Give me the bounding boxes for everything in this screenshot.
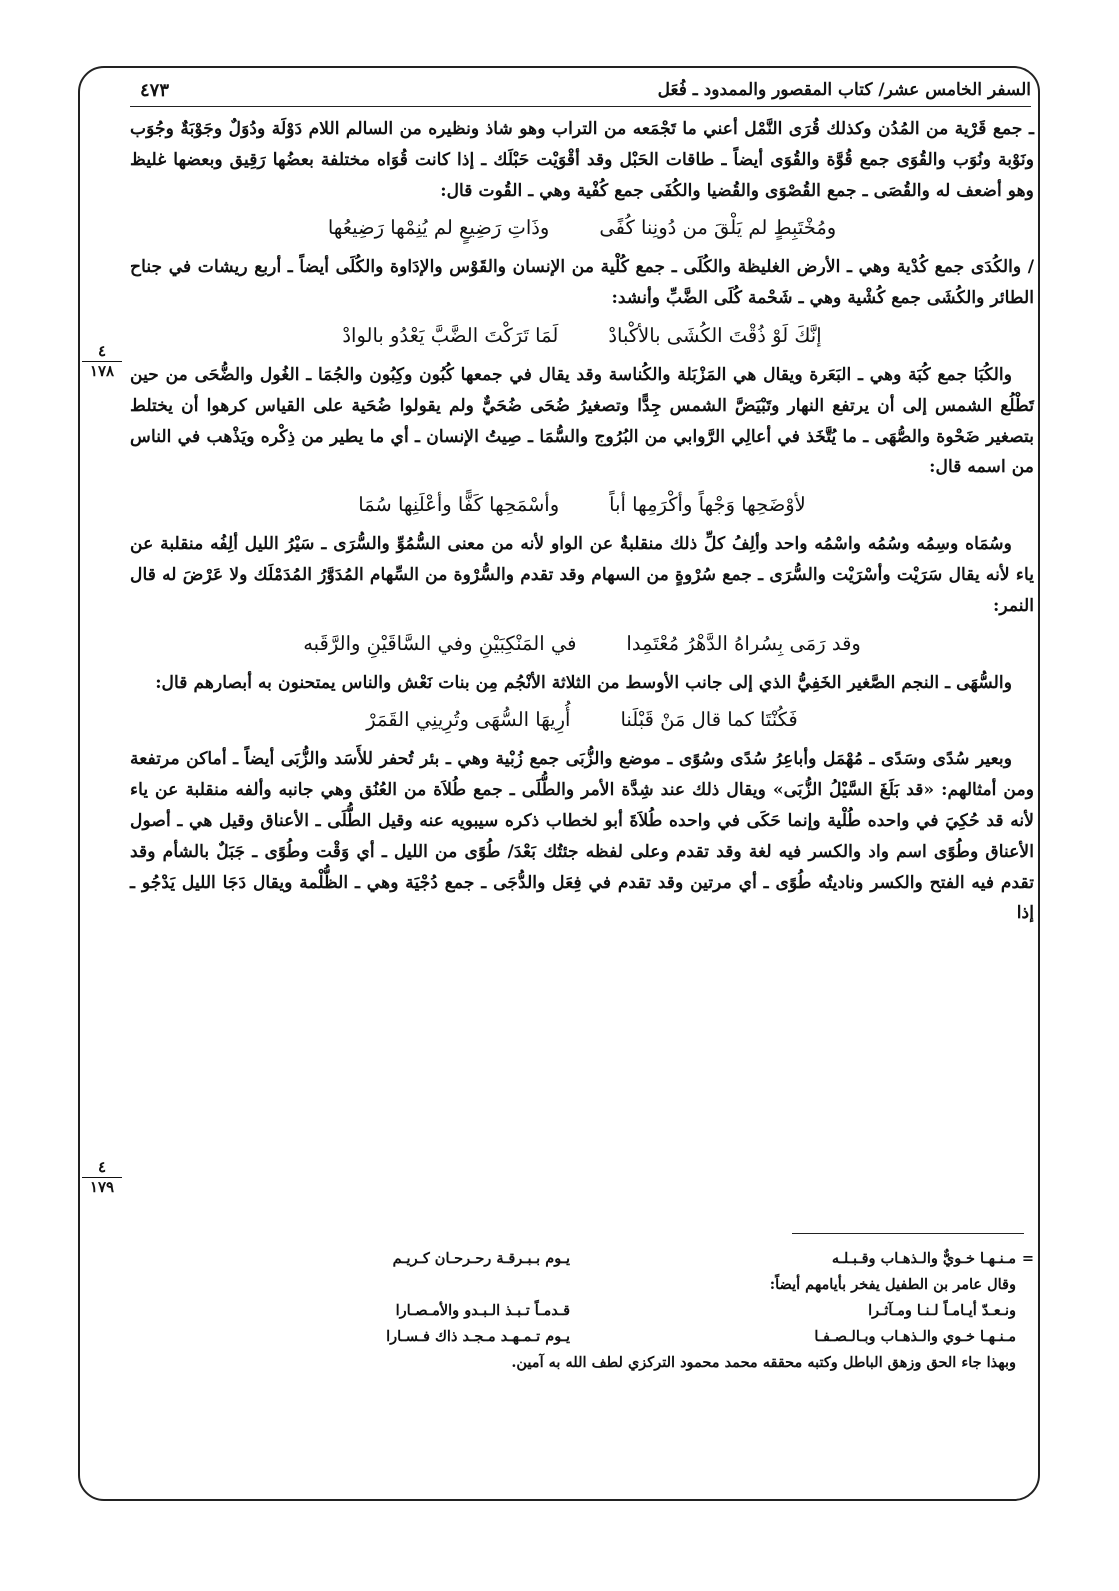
margin-marker: [82, 1160, 122, 1195]
margin-marker: [82, 344, 122, 379]
footnote-hemistich: يـوم بـبـرقـة رحـرحـان كـريـم: [392, 1250, 570, 1267]
paragraph: / والكُدَى جمع كُدْية وهي ـ الأرض الغليظة والكُلَى ـ جمع كُلْية من الإنسان والقَوْس والإدَاوة والكُلَى أيضاً ـ أربع ريشات في جناح الطائر والكُشَى جمع كُشْية وهي ـ شَحْمة كُلَى الضَّبِّ وأنشد:: [130, 257, 1034, 309]
continuation-mark: =: [1021, 1250, 1034, 1267]
page-number: ٤٧٣: [140, 79, 170, 101]
marker-page: ١٧٨: [89, 362, 115, 380]
running-header: [130, 74, 1031, 107]
paragraph: وسُمَاه وسِمُه وسُمُه واسْمُه واحد وألِفُ كلِّ ذلك منقلبةٌ عن الواو لأنه من معنى السُّمُوِّ والسُّرَى ـ سَيْرُ الليل ألِفُه منقلبة عن ياء لأنه يقال سَرَيْت وأسْرَيْت والسُّرَى ـ جمع سُرْوةٍ من السهام وقد تقدم والسُّرْوة من السِّهام المُدَوَّرُ المُدَمْلَك ولا عَرْضَ له قال النمر:: [130, 534, 1034, 616]
paragraph: ـ جمع قَرْية من المُدُن وكذلك قُرَى النَّمْل أعني ما تَجْمَعه من التراب وهو شاذ ونظيره من السالم اللام دَوْلَة ودُوَلٌ وجَوْبَةٌ وجُوَب ونَوْبة ونُوَب والقُوَى جمع قُوَّة والقُوَى أيضاً ـ طاقات الحَبْل وقد أقْوَيْت حَبْلَك ـ إذا كانت قُوَاه مختلفة بعضُها رَقِيق وبعضها غليظ وهو أضعف له والقُصَى ـ جمع القُصْوَى والقُضيا والكُفَى جمع كُفْية وهي ـ القُوت قال:: [130, 119, 1034, 201]
footnote-hemistich: ونـعـدّ أيـامـاً لـنـا ومـآثـرا: [868, 1302, 1016, 1319]
marker-part: ٤: [82, 344, 122, 362]
paragraph: وبعير سُدًى وسَدًى ـ مُهْمَل وأباعِرُ سُدًى وسُوًى ـ موضع والزُّبَى جمع زُبْية وهي ـ بئر تُحفر للأَسَد والزُّبَى أيضاً ـ أماكن مرتفعة ومن أمثالهم: «قد بَلَغَ السَّيْلُ الزُّبَى» ويقال ذلك عند شِدَّة الأمر والطُّلَى ـ جمع طُلاَة من العُنُق وهي جانبه وألفه منقلبة عن ياء لأنه قد حُكِيَ في واحده طُلْية وإنما حَكَى في واحده طُلاَةَ أبو لخطاب ذكره سيبويه عنه وقيل الطُّلَى ـ الأعناق وقيل هي ـ أصول الأعناق وطُوًى اسم واد والكسر فيه لغة وقد تقدم وعلى لفظه جئتُك بَعْدَ/ طُوًى من الليل ـ أي وَقْت وطُوًى ـ جَبَلٌ بالشأم وقد تقدم فيه الفتح والكسر وناديتُه طُوًى ـ أي مرتين وقد تقدم في فِعَل والدُّجَى ـ جمع دُجْيَة وهي ـ الظُّلْمة ويقال دَجَا الليل يَدْجُو ـ إذا: [130, 749, 1034, 924]
paragraph: والكُبَا جمع كُبَة وهي ـ البَعَرة ويقال هي المَزْبَلة والكُناسة وقد يقال في جمعها كُبُون وكِبُون والجُمَا ـ الغُول والضُّحَى من حين تَطْلُع الشمس إلى أن يرتفع النهار وتَبْيَضَّ الشمس جِدًّا وتصغيرُ ضُحَى ضُحَيٌّ ولم يقولوا ضُحَية على القياس كرهوا أن يختلط بتصغير ضَحْوة والصُّهَى ـ ما يُتَّخَذ في أعالِي الرَّوابي من البُرُوج والسُّمَا ـ صِيتُ الإنسان ـ أي ما يطير من ذِكْره ويَذْهب في الناس من اسمه قال:: [130, 364, 1034, 478]
paragraph: والسُّهَى ـ النجم الصَّغير الخَفِيُّ الذي إلى جانب الأوسط من الثلاثة الأنْجُم مِن بنات نَعْش والناس يمتحنون به أبصارهم قال:: [155, 672, 1012, 693]
verse-first-hemistich: إنَّكَ لَوْ ذُقْتَ الكُشَى بالأكْبادْ: [608, 323, 822, 347]
verse: [130, 321, 1034, 351]
footnote-hemistich: مـنـهـا خـوي والـذهـاب وبـالـصـفـا: [814, 1328, 1016, 1345]
footnote-hemistich: قـدمـاً تـبـذ الـبـدو والأمـصـارا: [395, 1302, 570, 1319]
footnote-hemistich: يـوم تـمـهـد مـجـد ذاك فـسـارا: [386, 1328, 570, 1345]
verse: [130, 629, 1034, 659]
verse: [130, 705, 1034, 735]
footnote-verse: [130, 1324, 1034, 1350]
verse-second-hemistich: وذَاتِ رَضِيعٍ لم يُنِمْها رَضِيعُها: [327, 216, 550, 240]
footnote-rule: [792, 1233, 1024, 1234]
verse-first-hemistich: لأوْضَحِها وَجْهاً وأكْرَمِها أباً: [609, 493, 806, 517]
verse: [130, 490, 1034, 520]
verse: [130, 213, 1034, 243]
footnote-intro: وقال عامر بن الطفيل يفخر بأيامهم أيضاً:: [769, 1276, 1016, 1293]
footnote-verse: [130, 1298, 1034, 1324]
marker-part: ٤: [82, 1160, 122, 1178]
verse-second-hemistich: وأسْمَحِها كَفًّا وأعْلَنِها سُمَا: [358, 493, 560, 517]
footnote-hemistich: مـنـهـا خـويٌّ والـذهـاب وقـبـلـه: [831, 1250, 1016, 1267]
marker-page: ١٧٩: [89, 1178, 115, 1196]
footnote-verse: [130, 1246, 1034, 1272]
verse-first-hemistich: وقد رَمَى بِسُراهُ الدَّهْرُ مُعْتَمِدا: [626, 631, 861, 655]
verse-second-hemistich: أُرِيهَا السُّهَى وتُرِينِي القَمَرْ: [366, 708, 571, 732]
footnote: [130, 1246, 1034, 1376]
verse-first-hemistich: ومُخْتَبِطٍ لم يَلْقَ من دُونِنا كُفًى: [599, 216, 837, 240]
header-title: السفر الخامس عشر/ كتاب المقصور والممدود ـ فُعَل: [657, 80, 1031, 100]
verse-second-hemistich: لَمَا تَرَكْتَ الضَّبَّ يَعْدُو بالوادْ: [342, 323, 559, 347]
main-text: [130, 114, 1034, 929]
verse-first-hemistich: فَكُنْتَا كما قال مَنْ قَبْلَنا: [620, 708, 798, 732]
verse-second-hemistich: في المَنْكِبَيْنِ وفي السَّاقَيْنِ والرَّقَبه: [303, 631, 577, 655]
footnote-closing: وبهذا جاء الحق وزهق الباطل وكتبه محققه محمد محمود التركزي لطف الله به آمين.: [511, 1354, 1016, 1371]
